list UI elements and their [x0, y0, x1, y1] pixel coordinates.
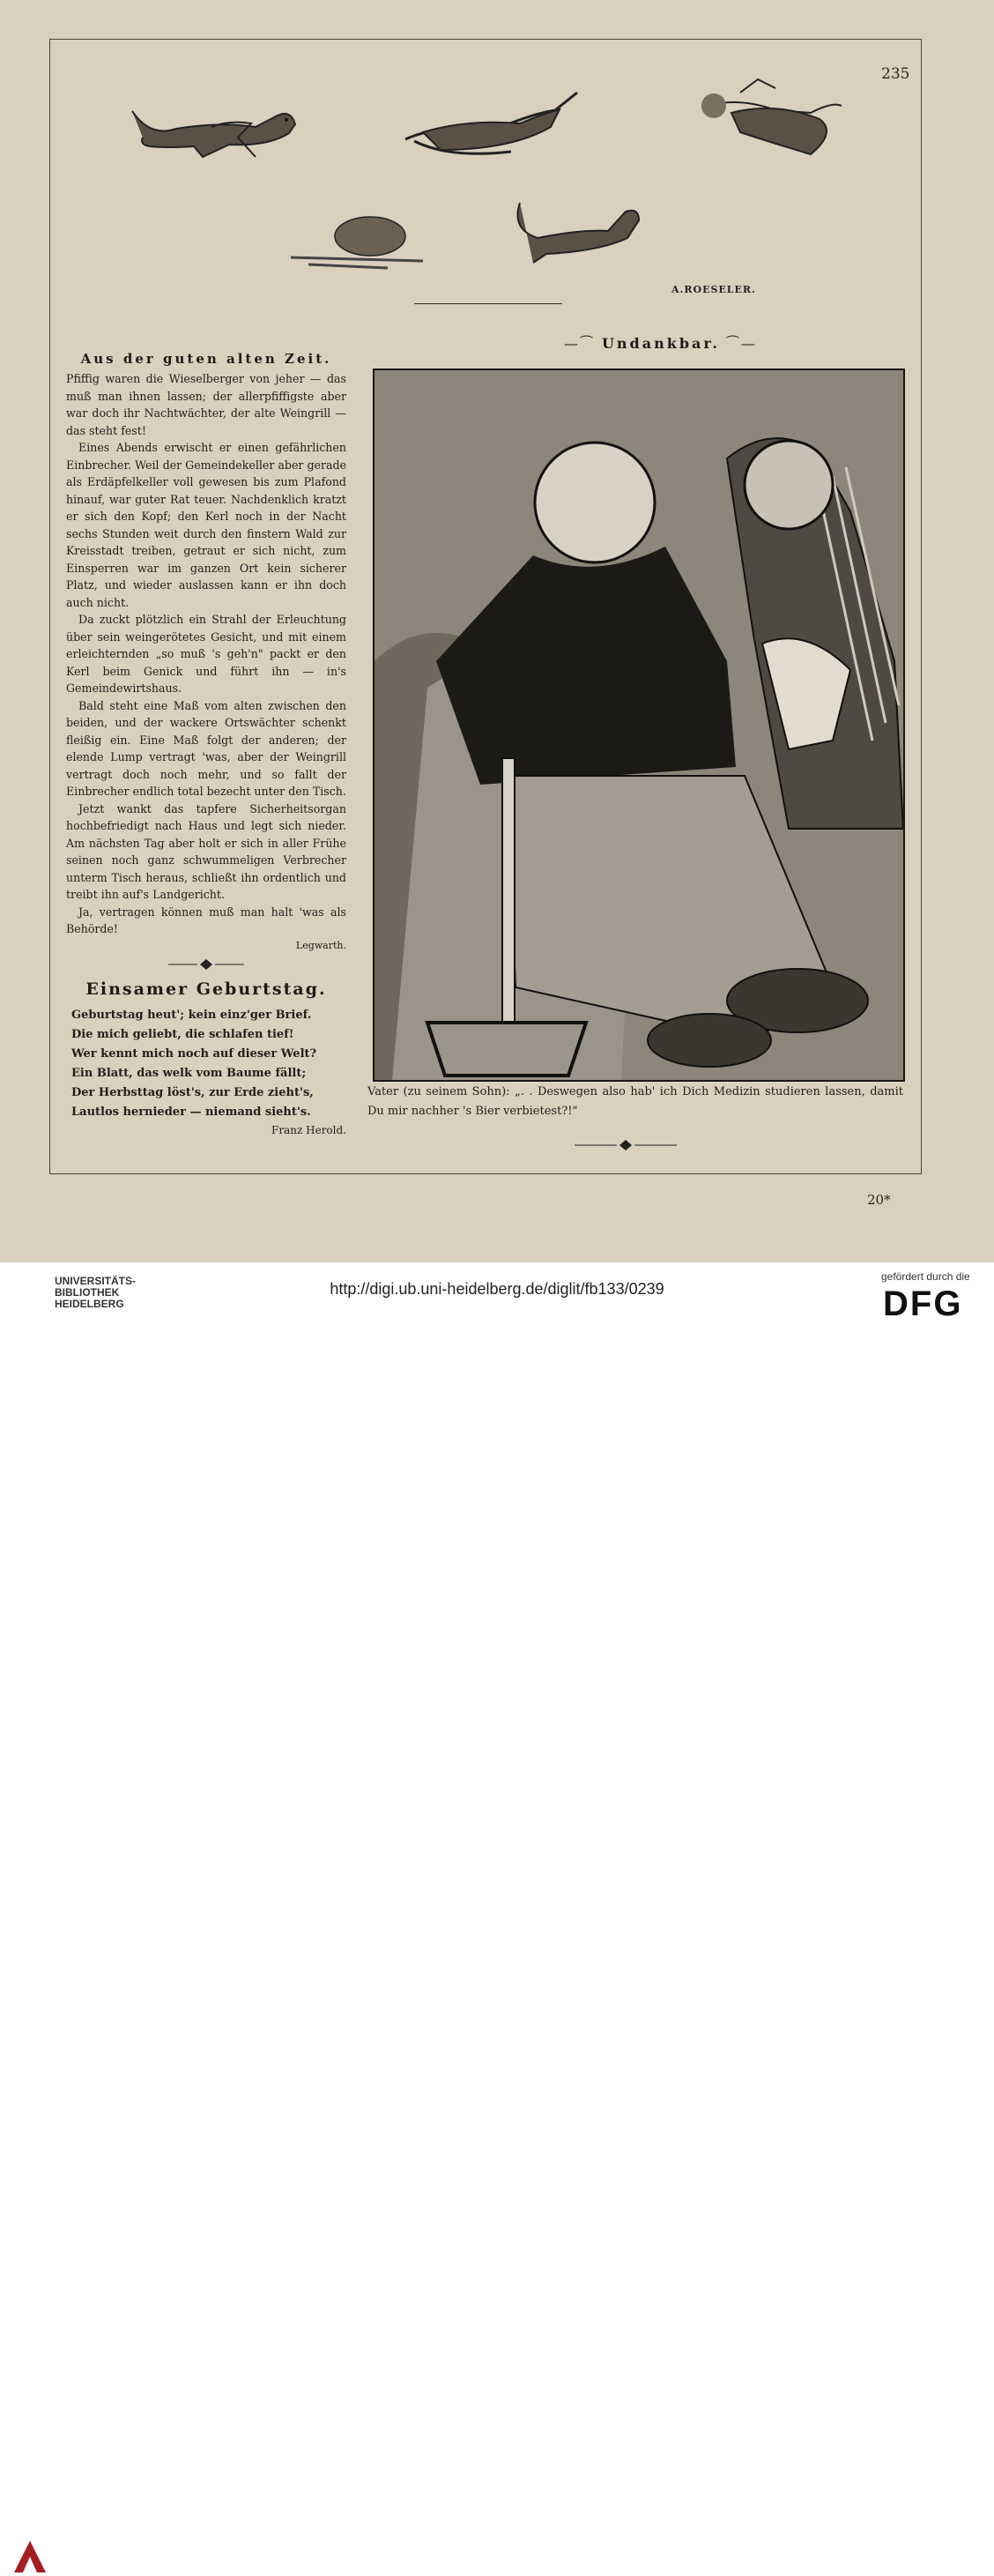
poem-line: Ein Blatt, das welk vom Baume fällt; [71, 1066, 307, 1080]
sheet-mark: 20* [867, 1192, 891, 1208]
story-paragraph: Da zuckt plötzlich ein Strahl der Erleuchtung über sein weingerötetes Gesicht, und mit einem erleichternden „so muß 's geh'n" packt er den Kerl beim Genick und führt ihn — in's Gemeindewirtshaus. [66, 613, 346, 695]
poem-line: Der Herbsttag löst's, zur Erde zieht's, [71, 1085, 314, 1099]
dachshund-sketch-3 [679, 71, 855, 168]
poem-line: Lautlos hernieder — niemand sieht's. [71, 1105, 311, 1119]
ornament-icon [167, 958, 246, 971]
dachshund-sketch-2 [388, 88, 590, 168]
cartoon-caption: Vater (zu seinem Sohn): „. . Deswegen also hab' ich Dich Medizin studieren lassen, damit Du mir nachher 's Bier verbietest?!" [367, 1085, 903, 1118]
library-name-line: BIBLIOTHEK [55, 1286, 120, 1299]
story-author: Legwarth. [295, 939, 346, 951]
cartoon-title-text: Undankbar. [601, 335, 720, 352]
cartoon-title: —⁀ Undankbar. ⁀— [564, 335, 758, 352]
cartoon-drawing [375, 370, 903, 1080]
story-paragraph: Ja, vertragen können muß man halt 'was als Behörde! [66, 905, 346, 935]
university-library-logo-icon [12, 2537, 48, 2576]
poem-author: Franz Herold. [271, 1123, 346, 1136]
dfg-logo[interactable]: DFG [883, 1284, 963, 1323]
poem-line: Wer kennt mich noch auf dieser Welt? [71, 1046, 317, 1061]
left-column [66, 351, 346, 1136]
poem-line: Die mich geliebt, die schlafen tief! [71, 1027, 294, 1041]
dachshund-sketch-4 [282, 194, 652, 273]
cartoon-illustration [373, 369, 905, 1082]
story-paragraph: Bald steht eine Maß vom alten zwischen den beiden, und der wackere Ortswächter schenkt fleißig ein. Eine Maß folgt der anderen; der elende Lump vertragt 'was, aber der Weingrill vertragt doch noch mehr, und so fallt der Einbrecher endlich total bezecht unter den Tisch. [66, 698, 346, 798]
source-url-link[interactable]: http://digi.ub.uni-heidelberg.de/diglit/fb133/0239 [330, 1280, 664, 1298]
library-name-line: UNIVERSITÄTS- [55, 1275, 137, 1287]
divider-line [414, 303, 562, 304]
artist-signature: A.ROESELER. [671, 284, 756, 295]
scanned-page [0, 0, 994, 1262]
poem-title: Einsamer Geburtstag. [85, 979, 327, 999]
funding-label: gefördert durch die [881, 1270, 970, 1283]
story-paragraph: Jetzt wankt das tapfere Sicherheitsorgan hochbefriedigt nach Haus und legt sich nieder. Am nächsten Tag aber holt er sich in aller Frühe seinen noch ganz schwummeligen Verbrecher unterm Tisch heraus, schließt ihn ordentlich und treibt ihn auf's Landgericht. [66, 801, 346, 901]
story-paragraph: Pfiffig waren die Wieselberger von jeher — das muß man ihnen lassen; der allerpfiffigste aber war doch ihr Nachtwächter, der alte Weingrill — das steht fest! [66, 372, 346, 437]
story-title: Aus der guten alten Zeit. [80, 351, 332, 367]
poem-line: Geburtstag heut'; kein einz'ger Brief. [71, 1008, 312, 1022]
ornament-icon [573, 1139, 679, 1151]
story-paragraph: Eines Abends erwischt er einen gefährlichen Einbrecher. Weil der Gemeindekeller aber gerade als Erdäpfelkeller voll gewesen bis zum Plafond hinauf, war guter Rat teuer. Nachdenklich kratzt er sich den Kopf; den Kerl noch in der Nacht sechs Stunden weit durch den finstern Wald zur Kreisstadt treiben, getraut er sich nicht, zum Einsperren war im ganzen Ort kein sicherer Platz, und wieder auslassen kann er ihn doch auch nicht. [66, 441, 346, 609]
dachshund-sketch-1 [123, 85, 317, 173]
library-name-line: HEIDELBERG [55, 1298, 124, 1310]
page-number: 235 [881, 65, 910, 83]
